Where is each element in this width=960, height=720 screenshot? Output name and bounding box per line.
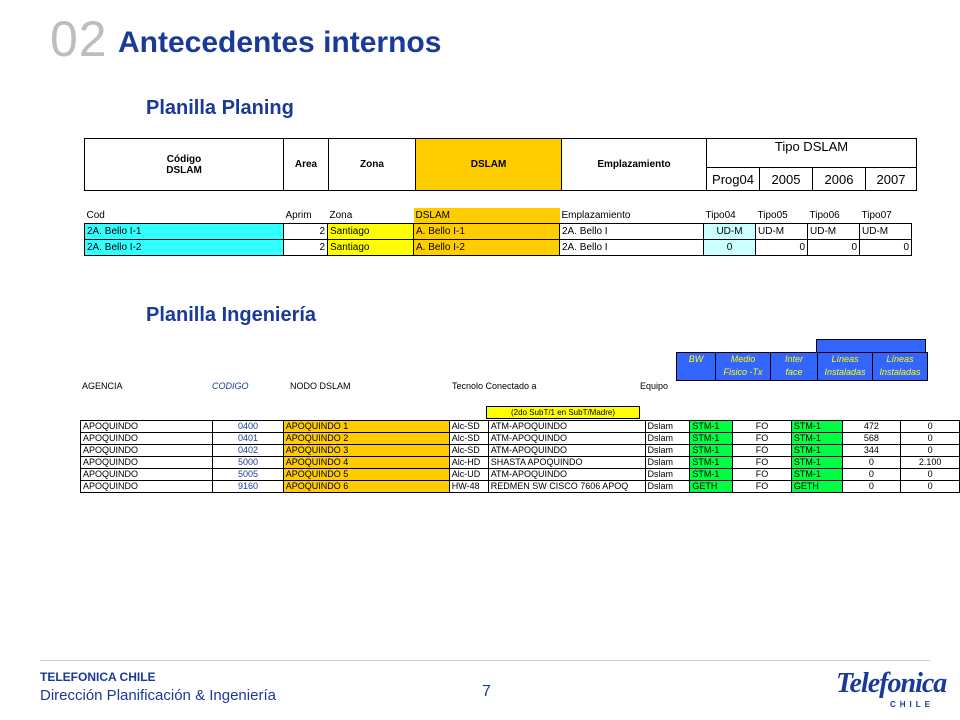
cell-interface: STM-1 <box>791 433 842 445</box>
header-zona: Zona <box>329 139 416 191</box>
cell-agencia: APOQUINDO <box>81 445 213 457</box>
header-lineas: Líneas Instaladas <box>817 352 873 381</box>
cell-interface: STM-1 <box>791 421 842 433</box>
tipo-year: 2006 <box>813 168 866 191</box>
col-header: Tipo07 <box>861 210 892 221</box>
cell-codigo: 9160 <box>213 481 284 493</box>
tipo-year: 2005 <box>760 168 813 191</box>
col-header: Tipo05 <box>757 210 788 221</box>
cell-cod: 2A. Bello I-1 <box>85 224 284 240</box>
header-bw: BW <box>676 352 716 381</box>
cell-nodo: APOQUINDO 4 <box>283 457 449 469</box>
cell-emplazamiento: 2A. Bello I <box>560 224 704 240</box>
cell-bw: GETH <box>690 481 733 493</box>
cell-lineas: 344 <box>842 445 901 457</box>
cell-tipo: UD-M <box>860 224 912 240</box>
cell-bw: STM-1 <box>690 421 733 433</box>
header-medio: Medio Fisico -Tx <box>715 352 771 381</box>
col-header: Tipo06 <box>809 210 840 221</box>
cell-dslam: A. Bello I-2 <box>414 240 560 256</box>
cell-dslam: A. Bello I-1 <box>414 224 560 240</box>
header-interface: Inter face <box>770 352 818 381</box>
table-row <box>85 224 912 240</box>
col-header: DSLAM <box>414 208 560 224</box>
footer-department: Dirección Planificación & Ingeniería <box>40 687 276 704</box>
col-header: Cod <box>86 210 105 221</box>
col-header: Aprim <box>285 210 312 221</box>
cell-medio: FO <box>733 457 792 469</box>
cell-interface: STM-1 <box>791 457 842 469</box>
cell-bw: STM-1 <box>690 445 733 457</box>
cell-nodo: APOQUINDO 5 <box>283 469 449 481</box>
page-number: 7 <box>482 683 491 700</box>
col-equipo: Equipo <box>640 381 669 391</box>
cell-lineas: 472 <box>842 421 901 433</box>
table-row <box>81 433 960 445</box>
cell-tipo: UD-M <box>756 224 808 240</box>
engineering-title: Planilla Ingeniería <box>146 304 317 326</box>
cell-tipo: 0 <box>860 240 912 256</box>
engineering-table <box>80 420 960 493</box>
header-dslam: DSLAM <box>416 139 562 191</box>
planning-title: Planilla Planing <box>146 97 294 119</box>
cell-tipo: 0 <box>756 240 808 256</box>
cell-equipo: Dslam <box>645 481 690 493</box>
cell-lineas: 0 <box>901 469 960 481</box>
cell-equipo: Dslam <box>645 445 690 457</box>
header-lineas: Líneas Instaladas <box>872 352 928 381</box>
cell-interface: GETH <box>791 481 842 493</box>
cell-tecno: Alc-SD <box>449 421 488 433</box>
cell-nodo: APOQUINDO 6 <box>283 481 449 493</box>
cell-tipo: 0 <box>704 240 756 256</box>
cell-lineas: 568 <box>842 433 901 445</box>
cell-codigo: 5005 <box>213 469 284 481</box>
logo-subtitle: CHILE <box>890 700 934 709</box>
header-emplazamiento: Emplazamiento <box>562 139 707 191</box>
cell-tipo: 0 <box>808 240 860 256</box>
table-row <box>85 240 912 256</box>
cell-equipo: Dslam <box>645 469 690 481</box>
cell-medio: FO <box>733 445 792 457</box>
cell-lineas: 0 <box>901 445 960 457</box>
cell-equipo: Dslam <box>645 421 690 433</box>
cell-bw: STM-1 <box>690 433 733 445</box>
cell-codigo: 5000 <box>213 457 284 469</box>
cell-codigo: 0401 <box>213 433 284 445</box>
cell-nodo: APOQUINDO 2 <box>283 433 449 445</box>
table-row <box>81 445 960 457</box>
col-codigo: CODIGO <box>212 381 249 391</box>
col-header: Tipo04 <box>705 210 736 221</box>
cell-agencia: APOQUINDO <box>81 433 213 445</box>
cell-tecno: HW-48 <box>449 481 488 493</box>
tipo-dslam-box <box>706 138 917 191</box>
planning-header-table <box>84 138 707 191</box>
footer-divider <box>40 660 930 661</box>
cell-zona: Santiago <box>328 240 414 256</box>
cell-agencia: APOQUINDO <box>81 421 213 433</box>
cell-tipo: UD-M <box>808 224 860 240</box>
cell-medio: FO <box>733 421 792 433</box>
cell-conectado: SHASTA APOQUINDO <box>488 457 645 469</box>
tipo-dslam-title: Tipo DSLAM <box>707 139 917 168</box>
footer-company: TELEFONICA CHILE <box>40 670 156 684</box>
cell-conectado: ATM-APOQUINDO <box>488 421 645 433</box>
cell-interface: STM-1 <box>791 469 842 481</box>
note-label: (2do SubT/1 en SubT/Madre) <box>486 406 640 419</box>
cell-tipo: UD-M <box>704 224 756 240</box>
cell-lineas: 0 <box>842 469 901 481</box>
cell-aprim: 2 <box>284 224 328 240</box>
header-area: Area <box>284 139 329 191</box>
cell-equipo: Dslam <box>645 457 690 469</box>
tipo-year: Prog04 <box>707 168 760 191</box>
cell-conectado: ATM-APOQUINDO <box>488 469 645 481</box>
cell-codigo: 0402 <box>213 445 284 457</box>
col-nodo: NODO DSLAM <box>290 381 351 391</box>
header-code: Código DSLAM <box>85 139 284 191</box>
page-title: Antecedentes internos <box>118 26 442 59</box>
planning-data-table <box>84 208 912 256</box>
cell-medio: FO <box>733 481 792 493</box>
cell-agencia: APOQUINDO <box>81 469 213 481</box>
cell-bw: STM-1 <box>690 457 733 469</box>
tipo-year: 2007 <box>866 168 917 191</box>
cell-cod: 2A. Bello I-2 <box>85 240 284 256</box>
telefonica-logo: Telefonica <box>836 668 947 699</box>
cell-conectado: ATM-APOQUINDO <box>488 445 645 457</box>
cell-tecno: Alc-UD <box>449 469 488 481</box>
table-row <box>81 481 960 493</box>
col-tecno: Tecnolo Conectado a <box>452 381 537 391</box>
cell-aprim: 2 <box>284 240 328 256</box>
section-number: 02 <box>50 11 108 67</box>
header-band <box>816 339 926 353</box>
table-row <box>81 457 960 469</box>
cell-nodo: APOQUINDO 3 <box>283 445 449 457</box>
cell-emplazamiento: 2A. Bello I <box>560 240 704 256</box>
cell-conectado: REDMEN SW CISCO 7606 APOQ <box>488 481 645 493</box>
cell-tecno: Alc-SD <box>449 445 488 457</box>
cell-agencia: APOQUINDO <box>81 481 213 493</box>
cell-tecno: Alc-SD <box>449 433 488 445</box>
cell-lineas: 0 <box>901 421 960 433</box>
cell-tecno: Alc-HD <box>449 457 488 469</box>
cell-zona: Santiago <box>328 224 414 240</box>
cell-lineas: 0 <box>842 481 901 493</box>
cell-conectado: ATM-APOQUINDO <box>488 433 645 445</box>
cell-agencia: APOQUINDO <box>81 457 213 469</box>
table-row <box>81 421 960 433</box>
planning-columns-row <box>85 208 912 224</box>
cell-lineas: 0 <box>901 433 960 445</box>
cell-lineas: 0 <box>901 481 960 493</box>
cell-lineas: 0 <box>842 457 901 469</box>
cell-codigo: 0400 <box>213 421 284 433</box>
table-row <box>81 469 960 481</box>
cell-nodo: APOQUINDO 1 <box>283 421 449 433</box>
cell-interface: STM-1 <box>791 445 842 457</box>
col-header: Emplazamiento <box>561 210 631 221</box>
cell-medio: FO <box>733 433 792 445</box>
col-header: Zona <box>329 210 353 221</box>
cell-bw: STM-1 <box>690 469 733 481</box>
cell-equipo: Dslam <box>645 433 690 445</box>
col-agencia: AGENCIA <box>82 381 123 391</box>
cell-medio: FO <box>733 469 792 481</box>
cell-lineas: 2.100 <box>901 457 960 469</box>
